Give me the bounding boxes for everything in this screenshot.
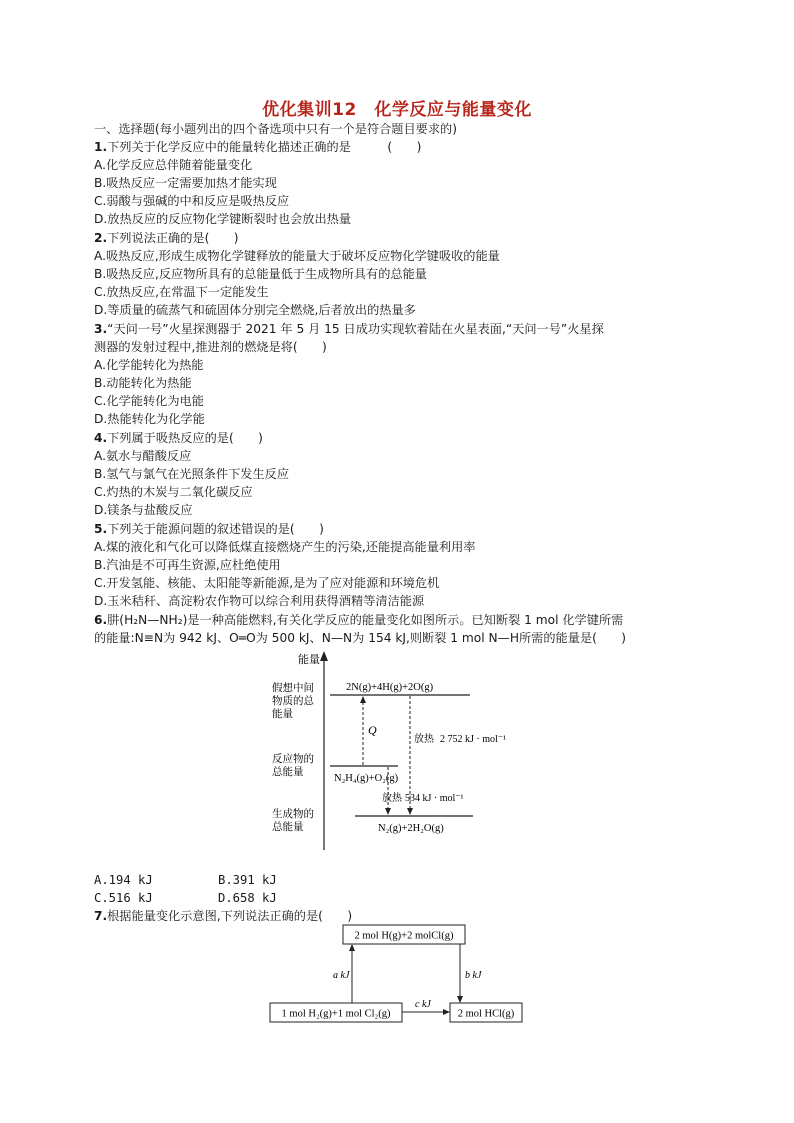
- c-label: c kJ: [415, 999, 431, 1010]
- q1-option-c: C.弱酸与强碱的中和反应是吸热反应: [94, 194, 290, 208]
- b-label: b kJ: [465, 970, 482, 981]
- question-2: [94, 229, 724, 247]
- q4-option-d: D.镁条与盐酸反应: [94, 503, 193, 517]
- question-6-continued: 的能量:N≡N为 942 kJ、O═O为 500 kJ、N—N为 154 kJ,则断裂 1 mol N—H所需的能量是( ): [94, 631, 626, 645]
- label-reactant-2: 总能量: [272, 766, 304, 778]
- question-6: [94, 611, 724, 629]
- q3-option-c: C.化学能转化为电能: [94, 394, 204, 408]
- q5-option-b: B.汽油是不可再生资源,应杜绝使用: [94, 558, 281, 572]
- question-number: 4.: [94, 431, 108, 445]
- label-intermediate-2: 物质的总: [272, 695, 314, 707]
- q2-option-b: B.吸热反应,反应物所具有的总能量低于生成物所具有的总能量: [94, 267, 427, 281]
- a-label: a kJ: [333, 970, 350, 981]
- section-heading: 一、选择题(每小题列出的四个备选项中只有一个是符合题目要求的): [94, 122, 457, 136]
- q3-option-b: B.动能转化为热能: [94, 376, 192, 390]
- question-number: 2.: [94, 231, 108, 245]
- y-axis-arrow-icon: [320, 651, 328, 661]
- question-stem: 下列关于能源问题的叙述错误的是( ): [107, 522, 324, 536]
- release-2752-label: 放热: [414, 734, 434, 745]
- release-534-label: 放热: [382, 793, 402, 804]
- label-intermediate-3: 能量: [272, 708, 293, 720]
- question-1: [94, 138, 724, 156]
- intermediate-species: 2N(g)+4H(g)+2O(g): [346, 682, 434, 693]
- reactant-state-label: 1 mol H₂(g)+1 mol Cl₂(g): [281, 1008, 391, 1020]
- release-2752-arrowhead-icon: [407, 808, 413, 815]
- question-5: [94, 520, 724, 538]
- question-stem: “天问一号”火星探测器于 2021 年 5 月 15 日成功实现软着陆在火星表面,“天问一号”火星探: [107, 322, 604, 336]
- q1-option-b: B.吸热反应一定需要加热才能实现: [94, 176, 277, 190]
- b-arrowhead-icon: [457, 996, 463, 1003]
- question-stem: 下列关于化学反应中的能量转化描述正确的是 ( ): [107, 140, 422, 154]
- question-stem: 肼(H₂N—NH₂)是一种高能燃料,有关化学反应的能量变化如图所示。已知断裂 1 mol 化学键所需: [107, 613, 624, 627]
- label-intermediate-1: 假想中间: [272, 682, 314, 694]
- q5-option-a: A.煤的液化和气化可以降低煤直接燃烧产生的污染,还能提高能量利用率: [94, 540, 476, 554]
- q4-option-b: B.氢气与氯气在光照条件下发生反应: [94, 467, 290, 481]
- q5-option-d: D.玉米秸秆、高淀粉农作物可以综合利用获得酒精等清洁能源: [94, 594, 425, 608]
- question-stem: 下列说法正确的是( ): [107, 231, 239, 245]
- q1-option-d: D.放热反应的反应物化学键断裂时也会放出热量: [94, 212, 352, 226]
- q4-option-a: A.氨水与醋酸反应: [94, 449, 192, 463]
- question-3-continued: 测器的发射过程中,推进剂的燃烧是将( ): [94, 340, 327, 354]
- q-arrowhead-icon: [360, 696, 366, 703]
- question-number: 3.: [94, 322, 108, 336]
- y-axis-label: 能量: [298, 653, 320, 666]
- q2-option-d: D.等质量的硫蒸气和硫固体分别完全燃烧,后者放出的热量多: [94, 303, 416, 317]
- release-2752-value: 2 752 kJ · mol⁻¹: [440, 734, 507, 745]
- product-species: N₂(g)+2H₂O(g): [378, 823, 444, 834]
- a-arrowhead-icon: [349, 944, 355, 951]
- q4-option-c: C.灼热的木炭与二氧化碳反应: [94, 485, 253, 499]
- q6-option-a: A.194 kJ: [94, 873, 153, 887]
- release-534-value: 534 kJ · mol⁻¹: [405, 793, 464, 804]
- question-number: 1.: [94, 140, 108, 154]
- question-stem: 根据能量变化示意图,下列说法正确的是( ): [107, 909, 353, 923]
- question-4: [94, 429, 724, 447]
- bond-energy-cycle-figure: [265, 922, 530, 1027]
- label-product-1: 生成物的: [272, 808, 314, 820]
- question-number: 7.: [94, 909, 108, 923]
- q-label: Q: [368, 723, 377, 737]
- label-product-2: 总能量: [272, 821, 304, 833]
- q6-option-b: B.391 kJ: [218, 873, 277, 887]
- c-arrowhead-icon: [443, 1009, 450, 1015]
- page-title: 优化集训12 化学反应与能量变化: [262, 100, 532, 120]
- question-number: 6.: [94, 613, 108, 627]
- q1-option-a: A.化学反应总伴随着能量变化: [94, 158, 253, 172]
- question-number: 5.: [94, 522, 108, 536]
- q3-option-d: D.热能转化为化学能: [94, 412, 205, 426]
- q6-option-d: D.658 kJ: [218, 891, 277, 905]
- q2-option-c: C.放热反应,在常温下一定能发生: [94, 285, 269, 299]
- q2-option-a: A.吸热反应,形成生成物化学键释放的能量大于破坏反应物化学键吸收的能量: [94, 249, 500, 263]
- question-stem: 下列属于吸热反应的是( ): [107, 431, 263, 445]
- reactant-species: N₂H₄(g)+O₂(g): [334, 773, 399, 784]
- q6-option-c: C.516 kJ: [94, 891, 153, 905]
- q5-option-c: C.开发氢能、核能、太阳能等新能源,是为了应对能源和环境危机: [94, 576, 440, 590]
- question-3: [94, 320, 724, 338]
- top-state-label: 2 mol H(g)+2 molCl(g): [354, 930, 454, 942]
- product-state-label: 2 mol HCl(g): [457, 1008, 515, 1020]
- label-reactant-1: 反应物的: [272, 753, 314, 765]
- release-534-arrowhead-icon: [385, 808, 391, 815]
- energy-diagram-figure: [260, 645, 540, 855]
- q3-option-a: A.化学能转化为热能: [94, 358, 204, 372]
